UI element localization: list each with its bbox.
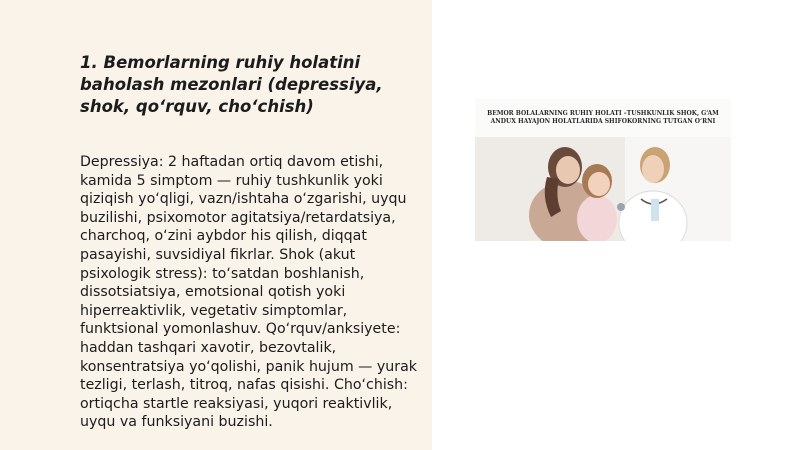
child-figure	[577, 164, 617, 241]
photo-caption-banner	[475, 99, 731, 137]
doctor-child-photo	[475, 99, 731, 241]
slide-body-text: Depressiya: 2 haftadan ortiq davom etishi, kamida 5 simptom — ruhiy tushkunlik yoki qiziqish yo‘qligi, vazn/ishtaha o‘zgarishi, uyqu buzilishi, psixomotor agitatsiya/retardatsiya, charchoq, o‘zini aybdor his qilish, diqqat pasayishi, suvsidiyal fikrlar. Shok (akut psixologik stress): to‘satdan boshlanish, dissotsiatsiya, emotsional qotish yoki hiperreaktivlik, vegetativ simptomlar, funktsional yomonlashuv. Qo‘rquv/anksiyete: haddan tashqari xavotir, bezovtalik, konsentratsiya yo‘qolishi, panik hujum — yurak tezligi, terlash, titroq, nafas qisishi. Cho‘chish: ortiqcha startle reaksiyasi, yuqori reaktivlik, uyqu va funksiyani buzishi.	[80, 154, 418, 431]
photo-caption-text: BEMOR BOLALARNING RUHIY HOLATI –TUSHKUNLIK SHOK, G‘AM ANDUX HAYAJON HOLATLARIDA SHIFOKORNING TUTGAN O‘RNI	[487, 109, 719, 125]
slide-title: 1. Bemorlarning ruhiy holatini baholash mezonlari (depressiya, shok, qo‘rquv, cho‘chish)	[80, 53, 383, 116]
photo-illustration	[475, 137, 731, 241]
